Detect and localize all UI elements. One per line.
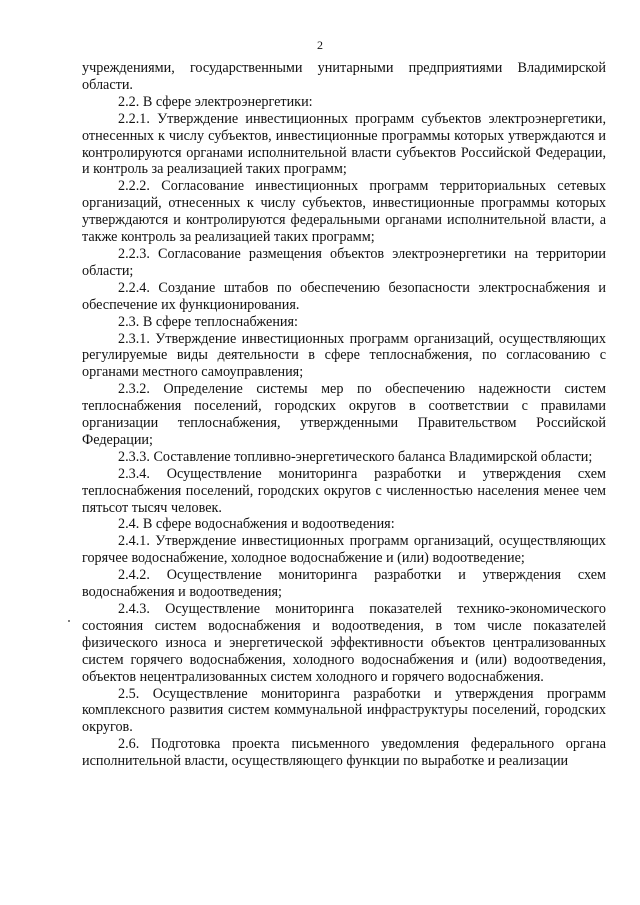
paragraph: 2.3.3. Составление топливно-энергетического баланса Владимирской области;: [118, 448, 593, 465]
paragraph: 2.4.2. Осуществление мониторинга разработки и утверждения схем водоснабжения и водоотведения;: [82, 567, 606, 601]
page-number: 2: [317, 38, 323, 52]
paragraph: 2.5. Осуществление мониторинга разработки и утверждения программ комплексного развития систем коммунальной инфраструктуры поселений, городских округов.: [82, 685, 606, 736]
paragraph: 2.2.1. Утверждение инвестиционных программ субъектов электроэнергетики, отнесенных к числу субъектов, инвестиционные программы которых утверждаются и контролируются органами исполнительной власти субъектов Российской Федерации, и контроль за реализацией таких программ;: [82, 110, 606, 178]
paragraph: 2.3.2. Определение системы мер по обеспечению надежности систем теплоснабжения поселений, городских округов в соответствии с правилами организации теплоснабжения, утвержденными Правительством Российской Федерации;: [82, 381, 606, 448]
scan-speck: [68, 620, 70, 622]
paragraph: 2.2.2. Согласование инвестиционных программ территориальных сетевых организаций, отнесенных к числу субъектов, инвестиционные программы которых утверждаются и контролируются федеральными органами исполнительной власти, а также контроль за реализацией таких программ;: [82, 178, 606, 246]
document-text: [82, 60, 606, 770]
paragraph: 2.2.3. Согласование размещения объектов электроэнергетики на территории области;: [82, 245, 606, 279]
paragraph: 2.3.4. Осуществление мониторинга разработки и утверждения схем теплоснабжения поселений, городских округов с численностью населения менее чем пятьсот тысяч человек.: [82, 465, 606, 516]
paragraph: учреждениями, государственными унитарными предприятиями Владимирской области.: [82, 60, 606, 93]
section-heading-heat: 2.3. В сфере теплоснабжения:: [118, 313, 298, 330]
section-heading-water: 2.4. В сфере водоснабжения и водоотведения:: [118, 516, 395, 533]
paragraph: 2.3.1. Утверждение инвестиционных программ организаций, осуществляющих регулируемые виды деятельности в сфере теплоснабжения, по согласованию с органами местного самоуправления;: [82, 330, 606, 381]
paragraph: 2.4.1. Утверждение инвестиционных программ организаций, осуществляющих горячее водоснабжение, холодное водоснабжение и (или) водоотведение;: [82, 533, 606, 567]
paragraph: 2.4.3. Осуществление мониторинга показателей технико-экономического состояния систем водоснабжения и водоотведения, в том числе показателей физического износа и энергетической эффективности объектов централизованных систем горячего водоснабжения, холодного водоснабжения и (или) водоотведения, объектов нецентрализованных систем холодного и горячего водоснабжения.: [82, 601, 606, 685]
paragraph: 2.2.4. Создание штабов по обеспечению безопасности электроснабжения и обеспечение их функционирования.: [82, 279, 606, 313]
section-heading-electric: 2.2. В сфере электроэнергетики:: [118, 93, 313, 110]
paragraph: 2.6. Подготовка проекта письменного уведомления федерального органа исполнительной власти, осуществляющего функции по выработке и реализации: [82, 736, 606, 770]
